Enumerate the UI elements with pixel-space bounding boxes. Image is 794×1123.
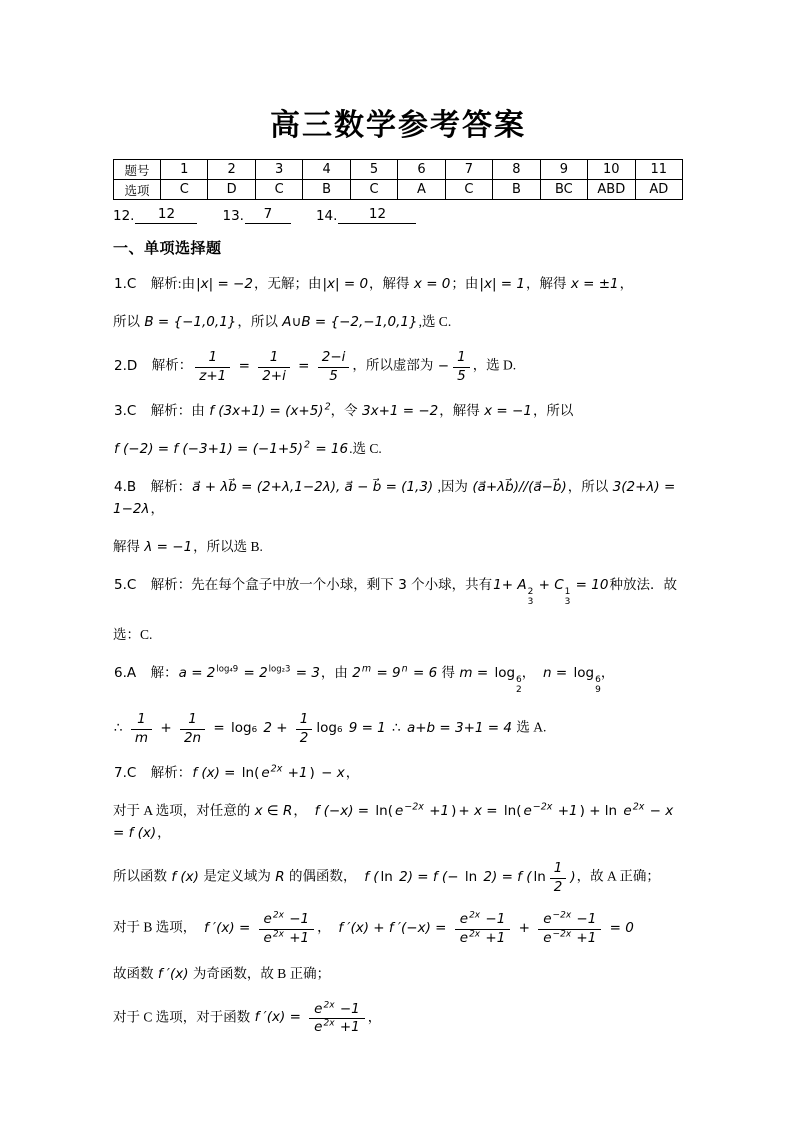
math-run: f ′(x) + f ′(−x) =	[338, 920, 451, 937]
math-run: +	[156, 720, 176, 737]
text-run: ，	[345, 765, 360, 781]
math-run: −1	[572, 911, 597, 928]
text-run: 对于 C 选项，对于函数	[113, 1009, 254, 1025]
text-run: ，所以	[532, 403, 574, 419]
stacked-subscript: 9	[595, 685, 601, 696]
answer-option-cell: D	[208, 180, 255, 200]
fraction	[318, 349, 350, 384]
upright-math-run: log	[494, 664, 516, 681]
text-run: 对于 B 选项，	[113, 920, 204, 936]
math-run: = 3	[291, 664, 320, 681]
math-run: +1	[335, 1019, 360, 1036]
math-run: f (−x) =	[314, 803, 374, 820]
math-run: 2	[352, 664, 361, 681]
superscript: 2x	[469, 929, 481, 940]
upright-math-run: 5.C	[114, 577, 137, 594]
text-run: 故函数	[113, 965, 157, 981]
fraction-numerator: 2−i	[318, 349, 350, 368]
text-run: 选：C.	[113, 626, 153, 642]
math-run: f ′(x) =	[254, 1009, 306, 1026]
solution-7-line-5	[113, 963, 683, 985]
text-run: 得	[438, 664, 459, 680]
fraction-numerator	[538, 911, 601, 930]
text-run: 解：	[137, 664, 178, 680]
math-run: e	[261, 765, 270, 782]
answer-option-cell: AD	[635, 180, 682, 200]
upright-math-run: ln(	[241, 765, 260, 782]
fill-in-answers	[113, 206, 683, 224]
math-run: −	[437, 357, 450, 374]
answer-option-cell: ABD	[588, 180, 635, 200]
math-run: e	[543, 911, 552, 928]
text-run: 所以	[113, 314, 144, 329]
math-run: e	[314, 1019, 323, 1036]
fraction-denominator: 2+i	[262, 367, 286, 384]
text-run: 解析：先在每个盒子中放一个小球，剩下	[137, 577, 398, 593]
answer-option-cell: C	[445, 180, 492, 200]
math-run: f (3x+1) = (x+5)	[209, 403, 324, 420]
solution-4-line-2	[113, 536, 683, 558]
solution-3-line-1	[113, 400, 683, 422]
text-run: ，	[619, 276, 634, 291]
math-run: e	[459, 929, 469, 946]
upright-math-run: )	[309, 765, 315, 782]
superscript: −2x	[552, 910, 572, 921]
math-run: −1	[481, 911, 506, 928]
solutions	[113, 273, 683, 1036]
upright-math-run: ∴	[392, 720, 405, 737]
stacked-superscript: 6	[516, 674, 522, 685]
fraction-denominator	[455, 930, 511, 947]
fraction	[309, 1001, 365, 1036]
fraction	[180, 711, 205, 746]
fraction-numerator	[309, 1001, 365, 1020]
math-run: |x| = 0	[322, 276, 369, 292]
upright-math-run: ln	[380, 869, 398, 886]
math-run: e	[394, 803, 404, 820]
math-run: − x	[316, 765, 345, 782]
math-run: e	[314, 1000, 323, 1017]
fraction-denominator	[309, 1019, 365, 1036]
math-run: e	[523, 803, 532, 820]
math-run: λ = −1	[144, 539, 193, 556]
answer-option-cell: C	[350, 180, 397, 200]
fill-in-12-answer: 12	[135, 206, 197, 224]
math-run: x ∈ R	[254, 803, 293, 820]
math-run: e	[543, 929, 552, 946]
superscript: −2x	[552, 929, 572, 940]
answer-option-cell: C	[255, 180, 302, 200]
fraction-denominator: 5	[457, 367, 466, 384]
fill-in-14	[316, 206, 416, 224]
math-run: −1	[335, 1000, 360, 1017]
math-run: e	[263, 929, 272, 946]
superscript: 2x	[469, 910, 481, 921]
fraction-numerator: 1	[195, 349, 230, 368]
text-run: ，故 A 正确；	[576, 869, 660, 885]
question-number-cell: 5	[350, 160, 397, 180]
math-run: +1	[424, 803, 450, 820]
upright-math-run: log₆	[316, 720, 347, 737]
page-title: 高三数学参考答案	[270, 109, 526, 142]
answer-table-option-row-label: 选项	[114, 180, 161, 200]
question-number-cell: 11	[635, 160, 682, 180]
upright-math-run: log	[573, 664, 595, 681]
math-run: +1	[284, 929, 310, 946]
math-run: f ′(x)	[157, 965, 189, 982]
math-run: a = 2	[178, 664, 216, 681]
text-run: ，	[367, 1009, 382, 1025]
math-run: 3(2+λ) = 1−2λ	[113, 479, 676, 518]
superscript: 2	[303, 439, 311, 451]
text-run: 解析：	[137, 479, 192, 495]
text-run: 的偶函数，	[285, 869, 364, 885]
math-run: +	[514, 920, 535, 937]
math-run: R	[275, 869, 285, 886]
text-run: 选 A.	[512, 720, 547, 736]
answer-option-cell: C	[161, 180, 208, 200]
fraction-numerator: 1	[550, 860, 567, 879]
text-run: ，由	[320, 664, 352, 680]
upright-math-run: ln(	[503, 803, 522, 820]
math-run: x = 0	[413, 276, 451, 292]
math-run: f (	[364, 869, 379, 886]
answer-option-cell: B	[493, 180, 540, 200]
fill-in-14-answer: 12	[338, 206, 416, 224]
math-run: f ′(x) =	[204, 920, 255, 937]
fraction-denominator	[538, 930, 601, 947]
stacked-subscript: 2	[516, 685, 522, 696]
text-run: 解析：	[138, 357, 193, 373]
upright-math-run: 1.C	[114, 276, 137, 292]
text-run: ，	[317, 920, 338, 936]
text-run: ，选 D.	[472, 357, 517, 373]
superscript: m	[361, 663, 372, 675]
math-run: = 6	[408, 664, 438, 681]
math-run: + x =	[458, 803, 502, 820]
math-run: = 0	[605, 920, 634, 937]
answer-table-number-row	[114, 160, 683, 180]
fraction-denominator: m	[134, 729, 149, 746]
text-run: ，解得	[525, 276, 570, 291]
math-run: +1	[481, 929, 506, 946]
fraction-denominator: 2n	[183, 729, 202, 746]
text-run: ，解得	[369, 276, 413, 291]
solution-2	[113, 349, 683, 384]
fill-in-13-answer: 7	[245, 206, 291, 224]
math-run: 9 = 1	[348, 720, 391, 737]
fraction-denominator: 2	[299, 729, 309, 746]
text-run: 解析：由	[137, 403, 209, 419]
section-heading: 一、单项选择题	[113, 239, 222, 257]
answer-table-option-row	[114, 180, 683, 200]
solution-5-line-1	[113, 574, 683, 608]
solution-4-line-1	[113, 476, 683, 520]
solution-7-line-2	[113, 800, 683, 844]
math-run: =	[293, 357, 314, 374]
solution-1-line-1	[113, 273, 683, 295]
question-number-cell: 9	[540, 160, 587, 180]
math-run: +1	[283, 765, 308, 782]
fraction-numerator: 1	[180, 711, 205, 730]
superscript: 2x	[632, 801, 645, 813]
question-number-cell: 2	[208, 160, 255, 180]
text-run: 所以函数	[113, 869, 171, 885]
solution-3-line-2	[113, 438, 683, 460]
text-run: ，无解；由	[253, 276, 322, 291]
superscript: 2x	[270, 763, 283, 775]
text-run: 是定义域为	[199, 869, 275, 885]
text-run: 解得	[113, 539, 144, 555]
upright-math-run: 2.D	[114, 357, 138, 374]
superscript: −2x	[404, 801, 424, 813]
fill-in-12	[113, 206, 197, 224]
fill-in-13	[222, 206, 290, 224]
upright-math-run: )	[451, 803, 457, 820]
math-run: a⃗ + λb⃗ = (2+λ,1−2λ), a⃗ − b⃗ = (1,3)	[192, 479, 434, 496]
math-run: = 10	[571, 577, 609, 594]
fill-in-12-label: 12.	[113, 208, 135, 224]
question-number-cell: 10	[588, 160, 635, 180]
math-run: +1	[572, 929, 597, 946]
fraction	[453, 349, 470, 384]
answer-option-cell: A	[398, 180, 445, 200]
text-run: 解析:由	[137, 276, 196, 291]
text-run: ，解得	[439, 403, 484, 419]
math-run: = 9	[372, 664, 401, 681]
superscript: 2x	[272, 929, 284, 940]
answer-table	[113, 159, 683, 200]
math-run: 1+ A	[493, 577, 527, 594]
fraction-numerator: 1	[453, 349, 470, 368]
answer-table-number-row-label: 题号	[114, 160, 161, 180]
math-run: =	[234, 357, 255, 374]
text-run: 个小球，共有	[407, 577, 493, 593]
text-run: ,选 C.	[418, 314, 452, 329]
math-run: = 2	[239, 664, 268, 681]
superscript: 2	[324, 401, 331, 413]
math-run: B = {−1,0,1}	[144, 314, 237, 330]
superscript: n	[401, 663, 408, 675]
text-run: ，令	[330, 403, 361, 419]
answer-option-cell: B	[303, 180, 350, 200]
solution-7-line-3	[113, 860, 683, 895]
math-run: e	[263, 911, 272, 928]
fraction	[131, 711, 152, 746]
upright-math-run: log₆	[231, 720, 262, 737]
math-run: |x| = 1	[479, 276, 525, 292]
math-run: e	[623, 803, 632, 820]
upright-math-run: ∴	[114, 720, 127, 737]
stacked-superscript: 6	[595, 674, 601, 685]
math-run: A∪B = {−2,−1,0,1}	[282, 314, 418, 330]
math-run: 2 +	[263, 720, 292, 737]
math-run: )	[570, 869, 576, 886]
math-run: (a⃗+λb⃗)//(a⃗−b⃗)	[472, 479, 567, 496]
fraction-denominator: z+1	[199, 367, 227, 384]
stacked-subscript: 3	[527, 597, 534, 608]
math-run: 2) = f (−	[399, 869, 463, 886]
superscript: log₂3	[268, 664, 291, 675]
text-run: ，	[157, 825, 171, 841]
fraction-numerator: 1	[258, 349, 290, 368]
fraction-numerator: 1	[296, 711, 313, 730]
math-run: x = −1	[484, 403, 532, 420]
math-run: − x = f (x)	[113, 803, 674, 842]
fraction	[259, 911, 315, 946]
fraction-numerator: 1	[131, 711, 152, 730]
math-run: 2) = f (	[483, 869, 532, 886]
text-run: ，	[150, 501, 164, 517]
upright-math-run: 3.C	[114, 403, 137, 420]
question-number-cell: 8	[493, 160, 540, 180]
upright-math-run: ) + ln	[579, 803, 622, 820]
text-run: 解析：	[137, 765, 192, 781]
fraction	[550, 860, 567, 895]
superscript: −2x	[532, 801, 553, 813]
question-number-cell: 1	[161, 160, 208, 180]
solution-7-line-1	[113, 762, 683, 784]
upright-math-run: ln	[464, 869, 482, 886]
text-run: ，	[521, 664, 543, 680]
superscript: log₄9	[216, 664, 239, 675]
text-run: ，	[293, 803, 314, 819]
solution-5-line-2	[113, 624, 683, 646]
solution-6-line-1	[113, 662, 683, 696]
superscript: 2x	[323, 1018, 335, 1029]
stacked-superscript: 1	[564, 587, 571, 598]
solution-1-line-2	[113, 311, 683, 333]
fraction-denominator: 5	[329, 367, 338, 384]
text-run: ,因为	[434, 479, 472, 495]
text-run: ，所以	[567, 479, 612, 495]
solution-7-line-6	[113, 1001, 683, 1036]
text-run: ，	[600, 664, 615, 680]
superscript: 2x	[323, 1000, 335, 1010]
text-run: ；由	[451, 276, 479, 291]
upright-math-run: 3	[398, 577, 407, 594]
math-run: =	[209, 720, 230, 737]
text-run: .选 C.	[349, 441, 382, 457]
stacked-subscript: 3	[564, 597, 571, 608]
text-run: 对于 A 选项，对任意的	[113, 803, 254, 819]
fraction	[296, 711, 313, 746]
fraction	[538, 911, 601, 946]
fraction-denominator	[259, 930, 315, 947]
math-run: m =	[459, 664, 493, 681]
math-run: |x| = −2	[196, 276, 253, 292]
solution-7-line-4	[113, 911, 683, 946]
question-number-cell: 6	[398, 160, 445, 180]
question-number-cell: 3	[255, 160, 302, 180]
math-run: f (x)	[171, 869, 199, 886]
fraction-numerator	[455, 911, 511, 930]
question-number-cell: 7	[445, 160, 492, 180]
math-run: f (x) =	[192, 765, 240, 782]
solution-6-line-2	[113, 711, 683, 746]
math-run: 3x+1 = −2	[361, 403, 439, 420]
text-run: ，所以选 B.	[193, 539, 263, 555]
fill-in-14-label: 14.	[315, 208, 338, 224]
fraction	[455, 911, 511, 946]
math-run: n =	[543, 664, 572, 681]
upright-math-run: 7.C	[114, 765, 137, 782]
math-run: a+b = 3+1 = 4	[406, 720, 512, 737]
math-run: x = ±1	[570, 276, 619, 292]
fraction-denominator: 2	[553, 878, 563, 895]
upright-math-run: ln	[533, 869, 546, 886]
math-run: = 16	[311, 441, 349, 458]
answer-option-cell: BC	[540, 180, 587, 200]
fraction	[258, 349, 290, 384]
math-run: −1	[284, 911, 310, 928]
math-run: e	[459, 911, 469, 928]
math-run: +1	[553, 803, 578, 820]
fraction	[195, 349, 230, 384]
text-run: 种放法．故	[609, 577, 677, 593]
math-run: + C	[534, 577, 564, 594]
upright-math-run: 4.B	[114, 479, 137, 496]
math-run: f (−2) = f (−3+1) = (−1+5)	[114, 441, 303, 458]
text-run: ，所以	[237, 314, 282, 329]
upright-math-run: 6.A	[114, 664, 137, 681]
superscript: 2x	[272, 910, 284, 921]
stacked-superscript: 2	[527, 587, 534, 598]
text-run: 为奇函数，故 B 正确；	[189, 965, 331, 981]
question-number-cell: 4	[303, 160, 350, 180]
text-run: ，所以虚部为	[352, 357, 437, 373]
fraction-numerator	[259, 911, 315, 930]
fill-in-13-label: 13.	[222, 208, 244, 224]
upright-math-run: ln(	[375, 803, 393, 820]
